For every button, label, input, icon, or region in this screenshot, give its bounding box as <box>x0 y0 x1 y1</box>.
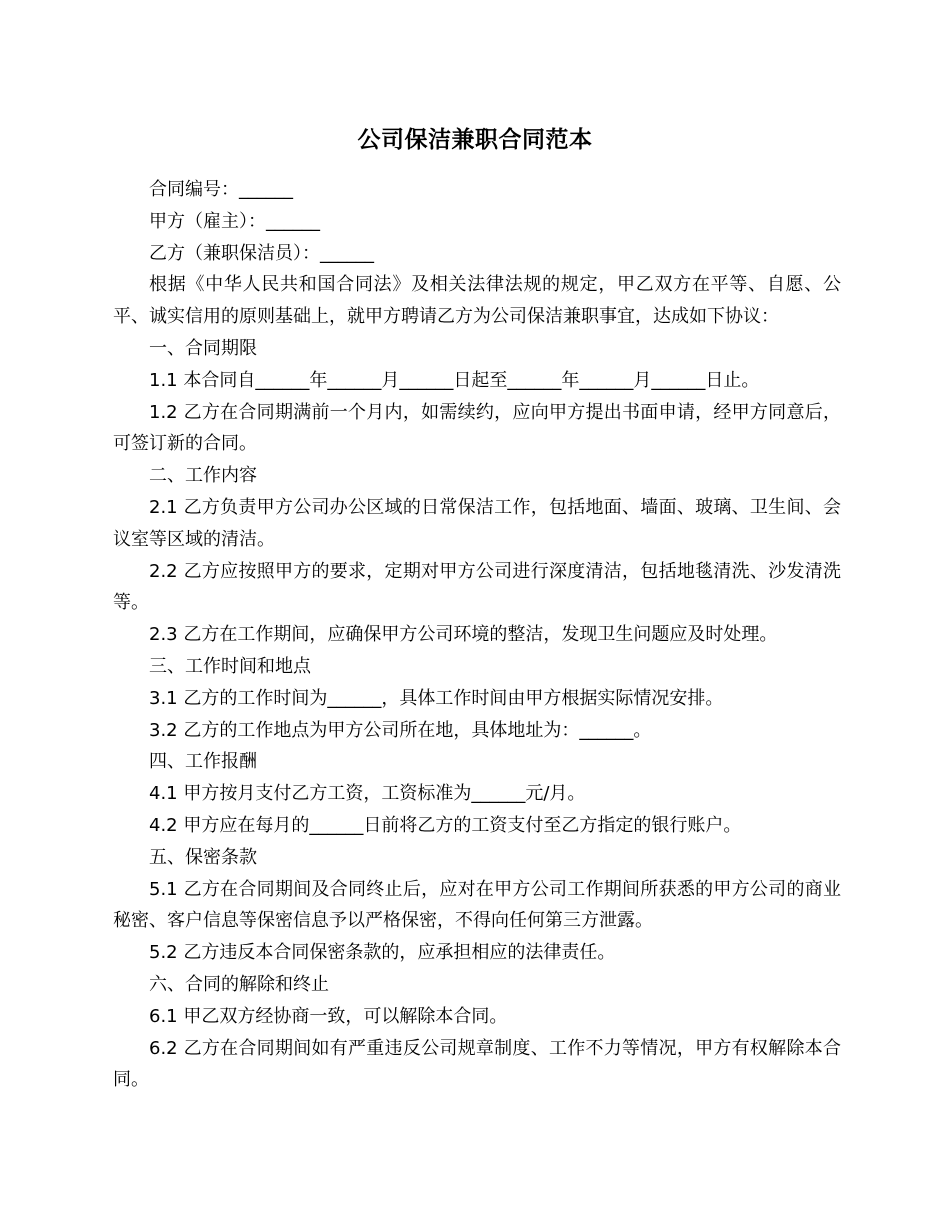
clause-2-3: 2.3 乙方在工作期间，应确保甲方公司环境的整洁，发现卫生问题应及时处理。 <box>149 624 778 646</box>
section-heading-work-content: 二、工作内容 <box>149 465 257 487</box>
section-heading-termination: 六、合同的解除和终止 <box>149 973 329 995</box>
clause-1-2: 1.2 乙方在合同期满前一个月内，如需续约，应向甲方提出书面申请，经甲方同意后，可签订新的合同。 <box>113 401 841 455</box>
clause-3-2: 3.2 乙方的工作地点为甲方公司所在地，具体地址为：______。 <box>149 719 652 741</box>
section-heading-term: 一、合同期限 <box>149 337 257 359</box>
document-title: 公司保洁兼职合同范本 <box>357 127 593 153</box>
section-heading-confidentiality: 五、保密条款 <box>149 846 257 868</box>
clause-4-2: 4.2 甲方应在每月的______日前将乙方的工资支付至乙方指定的银行账户。 <box>149 814 742 836</box>
clause-2-2: 2.2 乙方应按照甲方的要求，定期对甲方公司进行深度清洁，包括地毯清洗、沙发清洗等。 <box>113 560 841 614</box>
clause-4-1: 4.1 甲方按月支付乙方工资，工资标准为______元/月。 <box>149 783 586 805</box>
section-heading-remuneration: 四、工作报酬 <box>149 751 257 773</box>
party-b-line: 乙方（兼职保洁员）：______ <box>149 242 374 264</box>
preamble-paragraph: 根据《中华人民共和国合同法》及相关法律法规的规定，甲乙双方在平等、自愿、公平、诚实信用的原则基础上，就甲方聘请乙方为公司保洁兼职事宜，达成如下协议： <box>113 274 841 328</box>
clause-3-1: 3.1 乙方的工作时间为______，具体工作时间由甲方根据实际情况安排。 <box>149 687 724 709</box>
section-heading-time-place: 三、工作时间和地点 <box>149 655 311 677</box>
clause-1-1: 1.1 本合同自______年______月______日起至______年______月______日止。 <box>149 369 760 391</box>
document-body <box>113 174 841 1096</box>
clause-6-2: 6.2 乙方在合同期间如有严重违反公司规章制度、工作不力等情况，甲方有权解除本合同。 <box>113 1037 841 1091</box>
party-a-line: 甲方（雇主）：______ <box>149 210 320 232</box>
clause-2-1: 2.1 乙方负责甲方公司办公区域的日常保洁工作，包括地面、墙面、玻璃、卫生间、会议室等区域的清洁。 <box>113 496 841 550</box>
clause-5-2: 5.2 乙方违反本合同保密条款的，应承担相应的法律责任。 <box>149 942 616 964</box>
contract-number-line: 合同编号：______ <box>149 179 293 200</box>
clause-5-1: 5.1 乙方在合同期间及合同终止后，应对在甲方公司工作期间所获悉的甲方公司的商业秘密、客户信息等保密信息予以严格保密，不得向任何第三方泄露。 <box>113 878 841 932</box>
clause-6-1: 6.1 甲乙双方经协商一致，可以解除本合同。 <box>149 1005 508 1027</box>
